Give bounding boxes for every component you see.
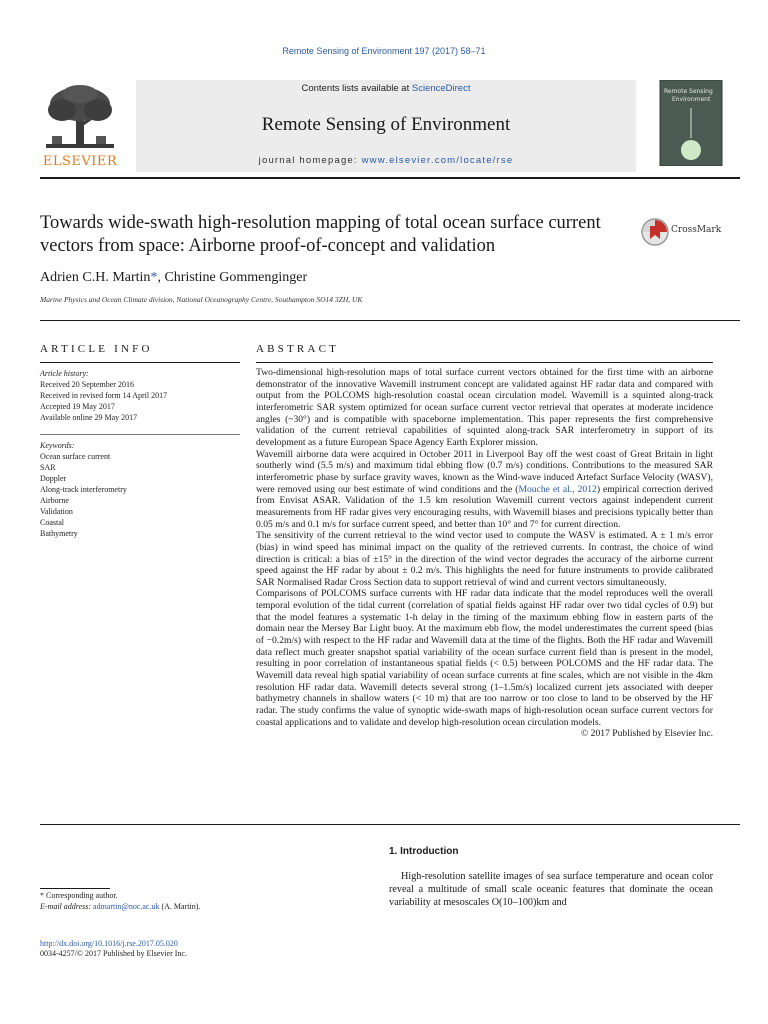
article-info-heading: ARTICLE INFO	[40, 343, 153, 355]
history-title: Article history:	[40, 369, 89, 378]
journal-citation[interactable]: Remote Sensing of Environment 197 (2017) 58–71	[282, 46, 486, 56]
title-rule	[40, 320, 740, 321]
abstract-text: ) empirical correction derived from Envisat ASAR. Validation of the 1.5 km resolution Wavemill current vectors against independent current measurements from HF radar gives very encouraging results, with Wavemill biases and precisions typically better than 0.05 m/s and 0.1 m/s for surface current speed, and better than 10° and 7° for current direction.	[256, 483, 713, 530]
keyword-item: Doppler	[40, 474, 67, 483]
email-note	[40, 902, 340, 913]
journal-masthead	[40, 80, 740, 172]
corresponding-author-note	[40, 891, 340, 902]
article-info-rule	[40, 362, 240, 363]
email-label: E-mail address:	[40, 901, 92, 911]
history-item: Received 20 September 2016	[40, 380, 134, 389]
article-history	[40, 368, 240, 423]
abstract-paragraph: The sensitivity of the current retrieval to the wind vector used to compute the WASV is estimated. A ± 1 m/s error (bias) in wind speed has minimal impact on the quality of the retrieved currents. In contrast, the choice of wind direction is critical: a bias of ±15° in the direction of the wind vector degrades the accuracy of the airborne current speed against the HF radar by about ± 0.2 m/s. This highlights the need for future instruments to provide calibrated SAR Normalised Radar Cross Section data to support retrieval of wind and current vectors simultaneously.	[256, 530, 713, 588]
abstract-text: Wavemill airborne data were acquired in October 2011 in Liverpool Bay off the west coast of Great Britain in light southerly wind (5.5 m/s) and maximum tidal ebbing flow (0.7 m/s) conditions. Contributions to the measured SAR interferometric phase by surface gravity waves, known as the Wind-wave induced Artefact Surface Velocity (WASV), were removed using our best estimate of wind conditions and the (	[256, 448, 713, 495]
history-item: Received in revised form 14 April 2017	[40, 391, 168, 400]
issn-copyright: 0034-4257/© 2017 Published by Elsevier Inc.	[40, 949, 187, 958]
crossmark-label: CrossMark	[671, 225, 722, 235]
contents-prefix: Contents lists available at	[301, 83, 412, 94]
article-title: Towards wide-swath high-resolution mapping of total ocean surface current vectors from space: Airborne proof-of-concept and validation	[40, 213, 601, 256]
footnote-rule	[40, 888, 110, 889]
footnote-text: Corresponding author.	[44, 891, 118, 900]
cover-title-line2: Environment	[672, 96, 711, 103]
cover-title-line1: Remote Sensing	[664, 88, 713, 95]
keyword-item: Along-track interferometry	[40, 485, 127, 494]
keyword-item: SAR	[40, 463, 56, 472]
elsevier-tree-logo[interactable]	[40, 82, 120, 168]
doi-link[interactable]: http://dx.doi.org/10.1016/j.rse.2017.05.020	[40, 939, 178, 948]
corresponding-author-mark[interactable]: *	[150, 270, 158, 285]
abstract-paragraph	[256, 449, 713, 531]
sciencedirect-link[interactable]: ScienceDirect	[411, 83, 471, 94]
keyword-item: Coastal	[40, 518, 64, 527]
history-item: Available online 29 May 2017	[40, 413, 138, 422]
cover-image	[642, 80, 740, 166]
abstract-paragraph: Two-dimensional high-resolution maps of total surface current vectors obtained for the first time with an airborne demonstrator of the innovative Wavemill instrument concept are validated against HF radar data and compared with output from the POLCOMS high-resolution coastal ocean circulation model. Wavemill is a squinted along-track interferometric SAR system optimized for ocean surface current vector retrieval that operates at moderate incidence angles (~30°) and is compatible with spaceborne implementation. This paper represents the first comprehensive validation of the current retrieval capabilities of squinted along-track SAR interferometry in support of its development as a future European Space Agency Earth Explorer mission.	[256, 367, 713, 448]
email-suffix: (A. Martin).	[159, 901, 201, 911]
homepage-prefix: journal homepage:	[258, 155, 362, 166]
abstract-body	[256, 367, 713, 740]
introduction-text: High-resolution satellite images of sea surface temperature and ocean color reveal a multitude of small scale oceanic features that dominate the ocean variability at mesoscales O(10–100)km and	[389, 871, 713, 908]
crossmark-badge[interactable]	[640, 217, 750, 247]
keyword-item: Validation	[40, 507, 73, 516]
author-list	[40, 270, 307, 286]
author-name: Adrien C.H. Martin	[40, 270, 151, 285]
keywords-list	[40, 440, 240, 539]
reference-link[interactable]: Mouche et al., 2012	[518, 483, 597, 495]
author-name: , Christine Gommenginger	[157, 270, 308, 285]
journal-header-band	[136, 80, 636, 172]
abstract-paragraph: Comparisons of POLCOMS surface currents with HF radar data indicate that the model reproduces well the overall temporal evolution of the tidal current (correlation of spatial fields against HF radar over two tidal cycles of 0.9) but that the model features a systematic 1-h delay in the timing of the maximum ebbing flow in eastern parts of the domain near the Mersey Bar Light buoy. At the maximum ebb flow, the model underestimates the current speed (bias of −0.2m/s) with respect to the HF radar and Wavemill data at the time of the flights. Both the HF radar and Wavemill data reflect much greater snapshot spatial variability of the ocean surface current field than is present in the model, resulting in poor correlation of instantaneous spatial fields (< 0.5) between POLCOMS and the HF radar data. The Wavemill data reveal high spatial variability of ocean surface currents at fine scales, which are not visible in the 4km resolution HF radar data. Wavemill detects several strong (1–1.5m/s) localized current jets associated with deeper bathymetry channels in shallow waters (< 10 m) that are too narrow or too close to land to be observed by the HF radar. The study confirms the value of synoptic wide-swath maps of high-resolution ocean surface current vectors for coastal applications and to validate and develop high-resolution ocean circulation models.	[256, 588, 713, 728]
footnote	[40, 891, 340, 912]
abstract-heading: ABSTRACT	[256, 343, 340, 355]
keyword-item: Airborne	[40, 496, 69, 505]
affiliation: Marine Physics and Ocean Climate division, National Oceanography Centre, Southampton SO14 3ZH, UK	[40, 295, 363, 304]
history-item: Accepted 19 May 2017	[40, 402, 115, 411]
crossmark-icon	[640, 217, 670, 247]
journal-cover-thumbnail[interactable]	[642, 80, 740, 166]
journal-homepage	[136, 155, 636, 166]
homepage-link[interactable]: www.elsevier.com/locate/rse	[361, 155, 514, 166]
header-rule	[40, 177, 740, 179]
abstract-bottom-rule	[40, 824, 740, 825]
keywords-rule	[40, 434, 240, 435]
keyword-item: Bathymetry	[40, 529, 78, 538]
publisher-wordmark: ELSEVIER	[42, 154, 118, 169]
contents-availability	[136, 83, 636, 94]
abstract-rule	[256, 362, 713, 363]
section-heading-introduction: 1. Introduction	[389, 846, 459, 857]
copyright-notice: © 2017 Published by Elsevier Inc.	[581, 728, 713, 740]
email-link[interactable]: admartin@noc.ac.uk	[93, 901, 160, 911]
journal-title: Remote Sensing of Environment	[261, 114, 511, 135]
keyword-item: Ocean surface current	[40, 452, 111, 461]
keywords-title: Keywords:	[40, 441, 75, 450]
tree-icon	[40, 82, 120, 154]
footnote-mark: *	[40, 891, 44, 900]
